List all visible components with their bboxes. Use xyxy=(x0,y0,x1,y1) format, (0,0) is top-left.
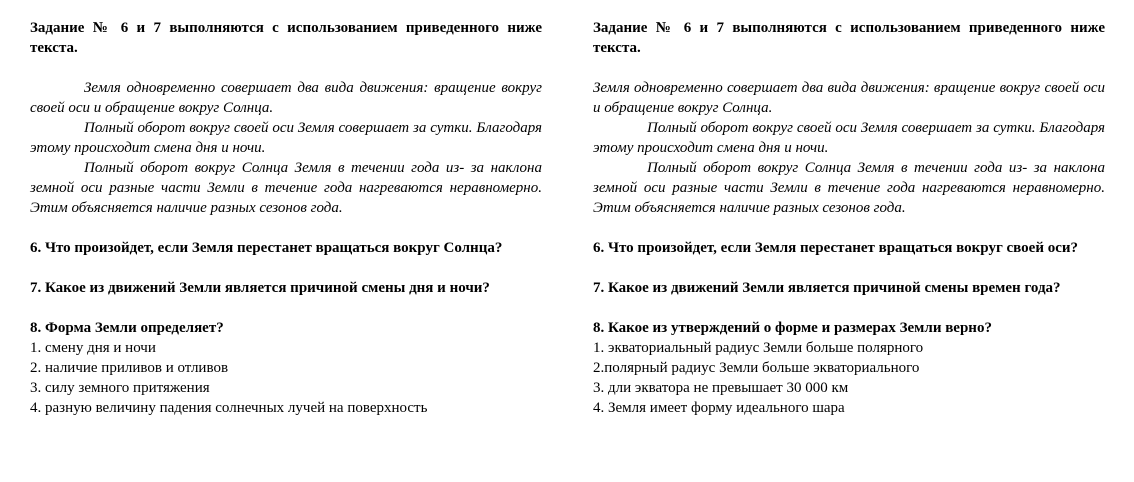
option-4: 4. Земля имеет форму идеального шара xyxy=(593,400,845,416)
question-8-options xyxy=(593,338,1105,418)
passage-paragraph-3: Полный оборот вокруг Солнца Земля в течении года из- за наклона земной оси разные части Земли в течение года нагреваются неравномерно. Этим объясняется наличие разных сезонов года. xyxy=(593,160,1105,216)
option-1: 1. экваториальный радиус Земли больше полярного xyxy=(593,340,924,356)
reading-passage xyxy=(593,78,1105,218)
option-4: 4. разную величину падения солнечных лучей на поверхность xyxy=(30,400,428,416)
spacer xyxy=(30,218,542,238)
reading-passage xyxy=(30,78,542,218)
variant-left xyxy=(30,18,542,418)
question-8: 8. Какое из утверждений о форме и размерах Земли верно? xyxy=(593,320,992,336)
task-heading: Задание № 6 и 7 выполняются с использованием приведенного ниже текста. xyxy=(30,20,542,56)
question-7: 7. Какое из движений Земли является причиной смены дня и ночи? xyxy=(30,280,490,296)
passage-paragraph-1: Земля одновременно совершает два вида движения: вращение вокруг своей оси и обращение вокруг Солнца. xyxy=(593,80,1105,116)
question-8: 8. Форма Земли определяет? xyxy=(30,320,224,336)
question-6: 6. Что произойдет, если Земля перестанет вращаться вокруг своей оси? xyxy=(593,240,1079,256)
spacer xyxy=(30,258,542,278)
question-6: 6. Что произойдет, если Земля перестанет вращаться вокруг Солнца? xyxy=(30,240,503,256)
option-2: 2.полярный радиус Земли больше экваториального xyxy=(593,360,920,376)
option-1: 1. смену дня и ночи xyxy=(30,340,156,356)
passage-paragraph-2: Полный оборот вокруг своей оси Земля совершает за сутки. Благодаря этому происходит смена дня и ночи. xyxy=(30,120,542,156)
variant-right xyxy=(593,18,1105,418)
option-3: 3. силу земного притяжения xyxy=(30,380,210,396)
spacer xyxy=(593,218,1105,238)
spacer xyxy=(30,298,542,318)
option-2: 2. наличие приливов и отливов xyxy=(30,360,229,376)
spacer xyxy=(593,58,1105,78)
question-7: 7. Какое из движений Земли является причиной смены времен года? xyxy=(593,280,1061,296)
passage-paragraph-2: Полный оборот вокруг своей оси Земля совершает за сутки. Благодаря этому происходит смена дня и ночи. xyxy=(593,120,1105,156)
question-8-options xyxy=(30,338,542,418)
spacer xyxy=(593,258,1105,278)
passage-paragraph-1: Земля одновременно совершает два вида движения: вращение вокруг своей оси и обращение вокруг Солнца. xyxy=(30,80,542,116)
passage-paragraph-3: Полный оборот вокруг Солнца Земля в течении года из- за наклона земной оси разные части Земли в течение года нагреваются неравномерно. Этим объясняется наличие разных сезонов года. xyxy=(30,160,542,216)
spacer xyxy=(593,298,1105,318)
task-heading: Задание № 6 и 7 выполняются с использованием приведенного ниже текста. xyxy=(593,20,1105,56)
option-3: 3. дли экватора не превышает 30 000 км xyxy=(593,380,849,396)
spacer xyxy=(30,58,542,78)
